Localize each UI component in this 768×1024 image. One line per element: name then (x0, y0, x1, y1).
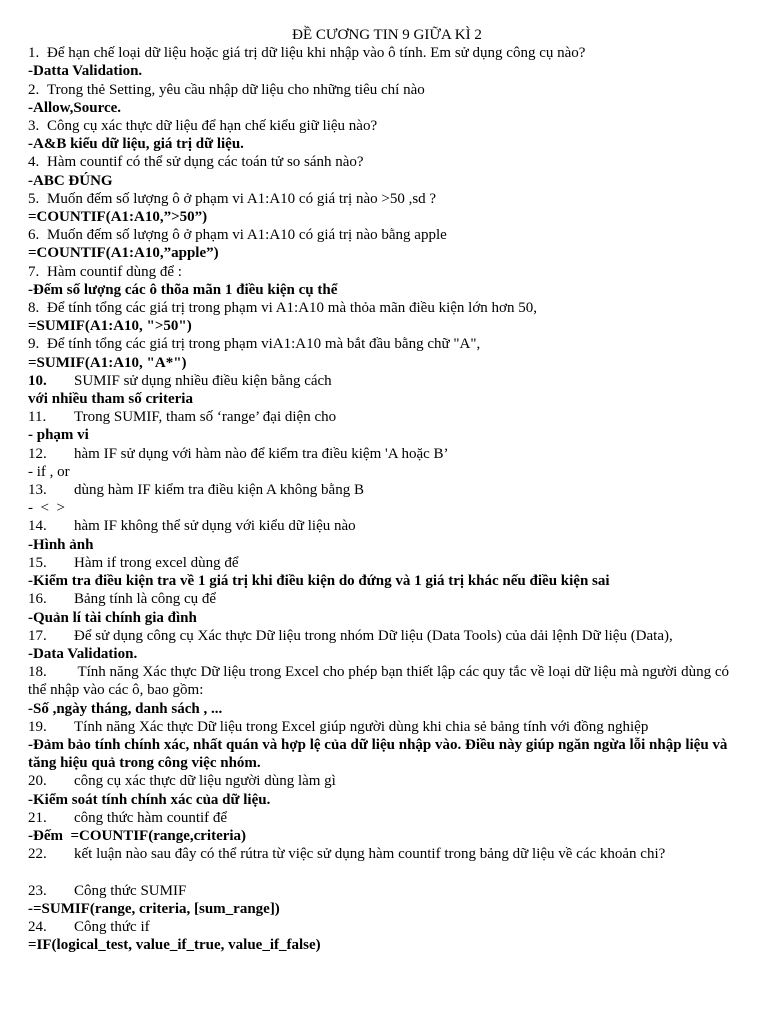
answer-1: -Datta Validation. (28, 63, 143, 80)
question-5 (28, 190, 746, 208)
answer-6: =COUNTIF(A1:A10,”apple”) (28, 245, 219, 262)
question-3 (28, 117, 746, 135)
question-text: SUMIF sử dụng nhiều điều kiện bằng cách (74, 372, 332, 389)
question-13 (28, 481, 746, 499)
question-number: 7. (28, 263, 40, 280)
answer-4: -ABC ĐÚNG (28, 172, 113, 189)
question-16 (28, 590, 746, 608)
question-7 (28, 263, 746, 281)
question-text: Để hạn chế loại dữ liệu hoặc giá trị dữ liệu khi nhập vào ô tính. Em sử dụng công cụ nào? (47, 45, 586, 62)
question-text: Tính năng Xác thực Dữ liệu trong Excel cho phép bạn thiết lập các quy tắc về loại dữ liệu mà người dùng có thể nhập vào các ô, bao gồm: (28, 664, 729, 699)
question-24 (28, 918, 746, 936)
question-number: 24. (28, 918, 47, 935)
answer-2: -Allow,Source. (28, 99, 122, 116)
question-number: 10. (28, 372, 47, 389)
question-text: Để tính tổng các giá trị trong phạm viA1:A10 mà bắt đầu bằng chữ "A", (47, 336, 481, 353)
answer-21: -Đếm =COUNTIF(range,criteria) (28, 827, 247, 844)
answer-8: =SUMIF(A1:A10, ">50") (28, 318, 192, 335)
question-number: 6. (28, 227, 40, 244)
question-text: hàm IF sử dụng với hàm nào để kiểm tra điều kiệm 'A hoặc B’ (74, 445, 449, 462)
question-text: Trong SUMIF, tham số ‘range’ đại diện cho (74, 409, 337, 426)
question-text: kết luận nào sau đây có thể rútra từ việc sử dụng hàm countif trong bảng dữ liệu về các khoản chi? (74, 846, 666, 863)
question-21 (28, 809, 746, 827)
question-number: 2. (28, 81, 40, 98)
question-20 (28, 772, 746, 790)
question-11 (28, 408, 746, 426)
question-number: 20. (28, 773, 47, 790)
question-text: Muốn đếm số lượng ô ở phạm vi A1:A10 có giá trị nào >50 ,sd ? (47, 190, 437, 207)
answer-19: -Đảm bảo tính chính xác, nhất quán và hợp lệ của dữ liệu nhập vào. Điều này giúp ngăn ngừa lỗi nhập liệu và tăng hiệu quả trong công việc nhóm. (28, 736, 728, 772)
question-number: 16. (28, 591, 47, 608)
question-text: Hàm if trong excel dùng để (74, 554, 239, 571)
question-text: Hàm countif dùng để : (47, 263, 182, 280)
question-number: 9. (28, 336, 40, 353)
answer-18: -Số ,ngày tháng, danh sách , ... (28, 700, 223, 717)
answer-16: -Quản lí tài chính gia đình (28, 609, 197, 626)
question-number: 17. (28, 627, 47, 644)
answer-9: =SUMIF(A1:A10, "A*") (28, 354, 187, 371)
answer-15: -Kiểm tra điều kiện tra về 1 giá trị khi điều kiện do đứng và 1 giá trị khác nếu điều kiện sai (28, 573, 610, 590)
question-22 (28, 845, 746, 863)
question-text: công thức hàm countif để (74, 809, 228, 826)
answer-12: - if , or (28, 463, 70, 480)
question-17 (28, 627, 746, 645)
question-9 (28, 335, 746, 353)
question-number: 18. (28, 664, 47, 681)
question-4 (28, 153, 746, 171)
question-number: 14. (28, 518, 47, 535)
question-10 (28, 372, 746, 390)
answer-5: =COUNTIF(A1:A10,”>50”) (28, 209, 208, 226)
question-23 (28, 882, 746, 900)
question-8 (28, 299, 746, 317)
question-2 (28, 81, 746, 99)
question-text: công cụ xác thực dữ liệu người dùng làm gì (74, 773, 336, 790)
question-number: 19. (28, 718, 47, 735)
question-15 (28, 554, 746, 572)
answer-17: -Data Validation. (28, 645, 138, 662)
answer-14: -Hình ảnh (28, 536, 94, 553)
blank-line (28, 863, 746, 881)
question-number: 3. (28, 118, 40, 135)
question-text: Công cụ xác thực dữ liệu để hạn chế kiểu giữ liệu nào? (47, 118, 378, 135)
question-text: Công thức if (74, 918, 150, 935)
question-number: 4. (28, 154, 40, 171)
question-text: Công thức SUMIF (74, 882, 187, 899)
question-text: Hàm countif có thể sử dụng các toán tử so sánh nào? (47, 154, 364, 171)
question-text: Để sử dụng công cụ Xác thực Dữ liệu trong nhóm Dữ liệu (Data Tools) của dải lệnh Dữ liệu (Data), (74, 627, 673, 644)
question-text: Muốn đếm số lượng ô ở phạm vi A1:A10 có giá trị nào bằng apple (47, 227, 447, 244)
question-number: 23. (28, 882, 47, 899)
question-number: 11. (28, 409, 47, 426)
answer-13: - < > (28, 500, 65, 517)
question-1 (28, 44, 746, 62)
question-number: 15. (28, 554, 47, 571)
answer-3: -A&B kiểu dữ liệu, giá trị dữ liệu. (28, 136, 244, 153)
question-text: Để tính tổng các giá trị trong phạm vi A1:A10 mà thỏa mãn điều kiện lớn hơn 50, (47, 300, 537, 317)
question-text: Bảng tính là công cụ để (74, 591, 217, 608)
answer-23: -=SUMIF(range, criteria, [sum_range]) (28, 900, 280, 917)
question-number: 1. (28, 45, 40, 62)
document-title: ĐỀ CƯƠNG TIN 9 GIỮA KÌ 2 (292, 27, 482, 43)
question-18 (28, 663, 746, 699)
question-number: 12. (28, 445, 47, 462)
question-6 (28, 226, 746, 244)
question-text: Trong thẻ Setting, yêu cầu nhập dữ liệu cho những tiêu chí nào (47, 81, 425, 98)
question-text: dùng hàm IF kiểm tra điều kiện A không bằng B (74, 482, 364, 499)
question-text: hàm IF không thể sử dụng với kiểu dữ liệu nào (74, 518, 356, 535)
answer-24: =IF(logical_test, value_if_true, value_if_false) (28, 937, 321, 954)
question-number: 22. (28, 846, 47, 863)
question-number: 8. (28, 300, 40, 317)
question-12 (28, 445, 746, 463)
question-14 (28, 517, 746, 535)
answer-10: với nhiều tham số criteria (28, 391, 193, 408)
question-number: 21. (28, 809, 47, 826)
question-number: 5. (28, 190, 40, 207)
answer-7: -Đếm số lượng các ô thõa mãn 1 điều kiện cụ thể (28, 281, 338, 298)
answer-20: -Kiểm soát tính chính xác của dữ liệu. (28, 791, 271, 808)
question-19 (28, 718, 746, 736)
question-text: Tính năng Xác thực Dữ liệu trong Excel giúp người dùng khi chia sẻ bảng tính với đồng nghiệp (74, 718, 649, 735)
question-number: 13. (28, 482, 47, 499)
answer-11: - phạm vi (28, 427, 89, 444)
